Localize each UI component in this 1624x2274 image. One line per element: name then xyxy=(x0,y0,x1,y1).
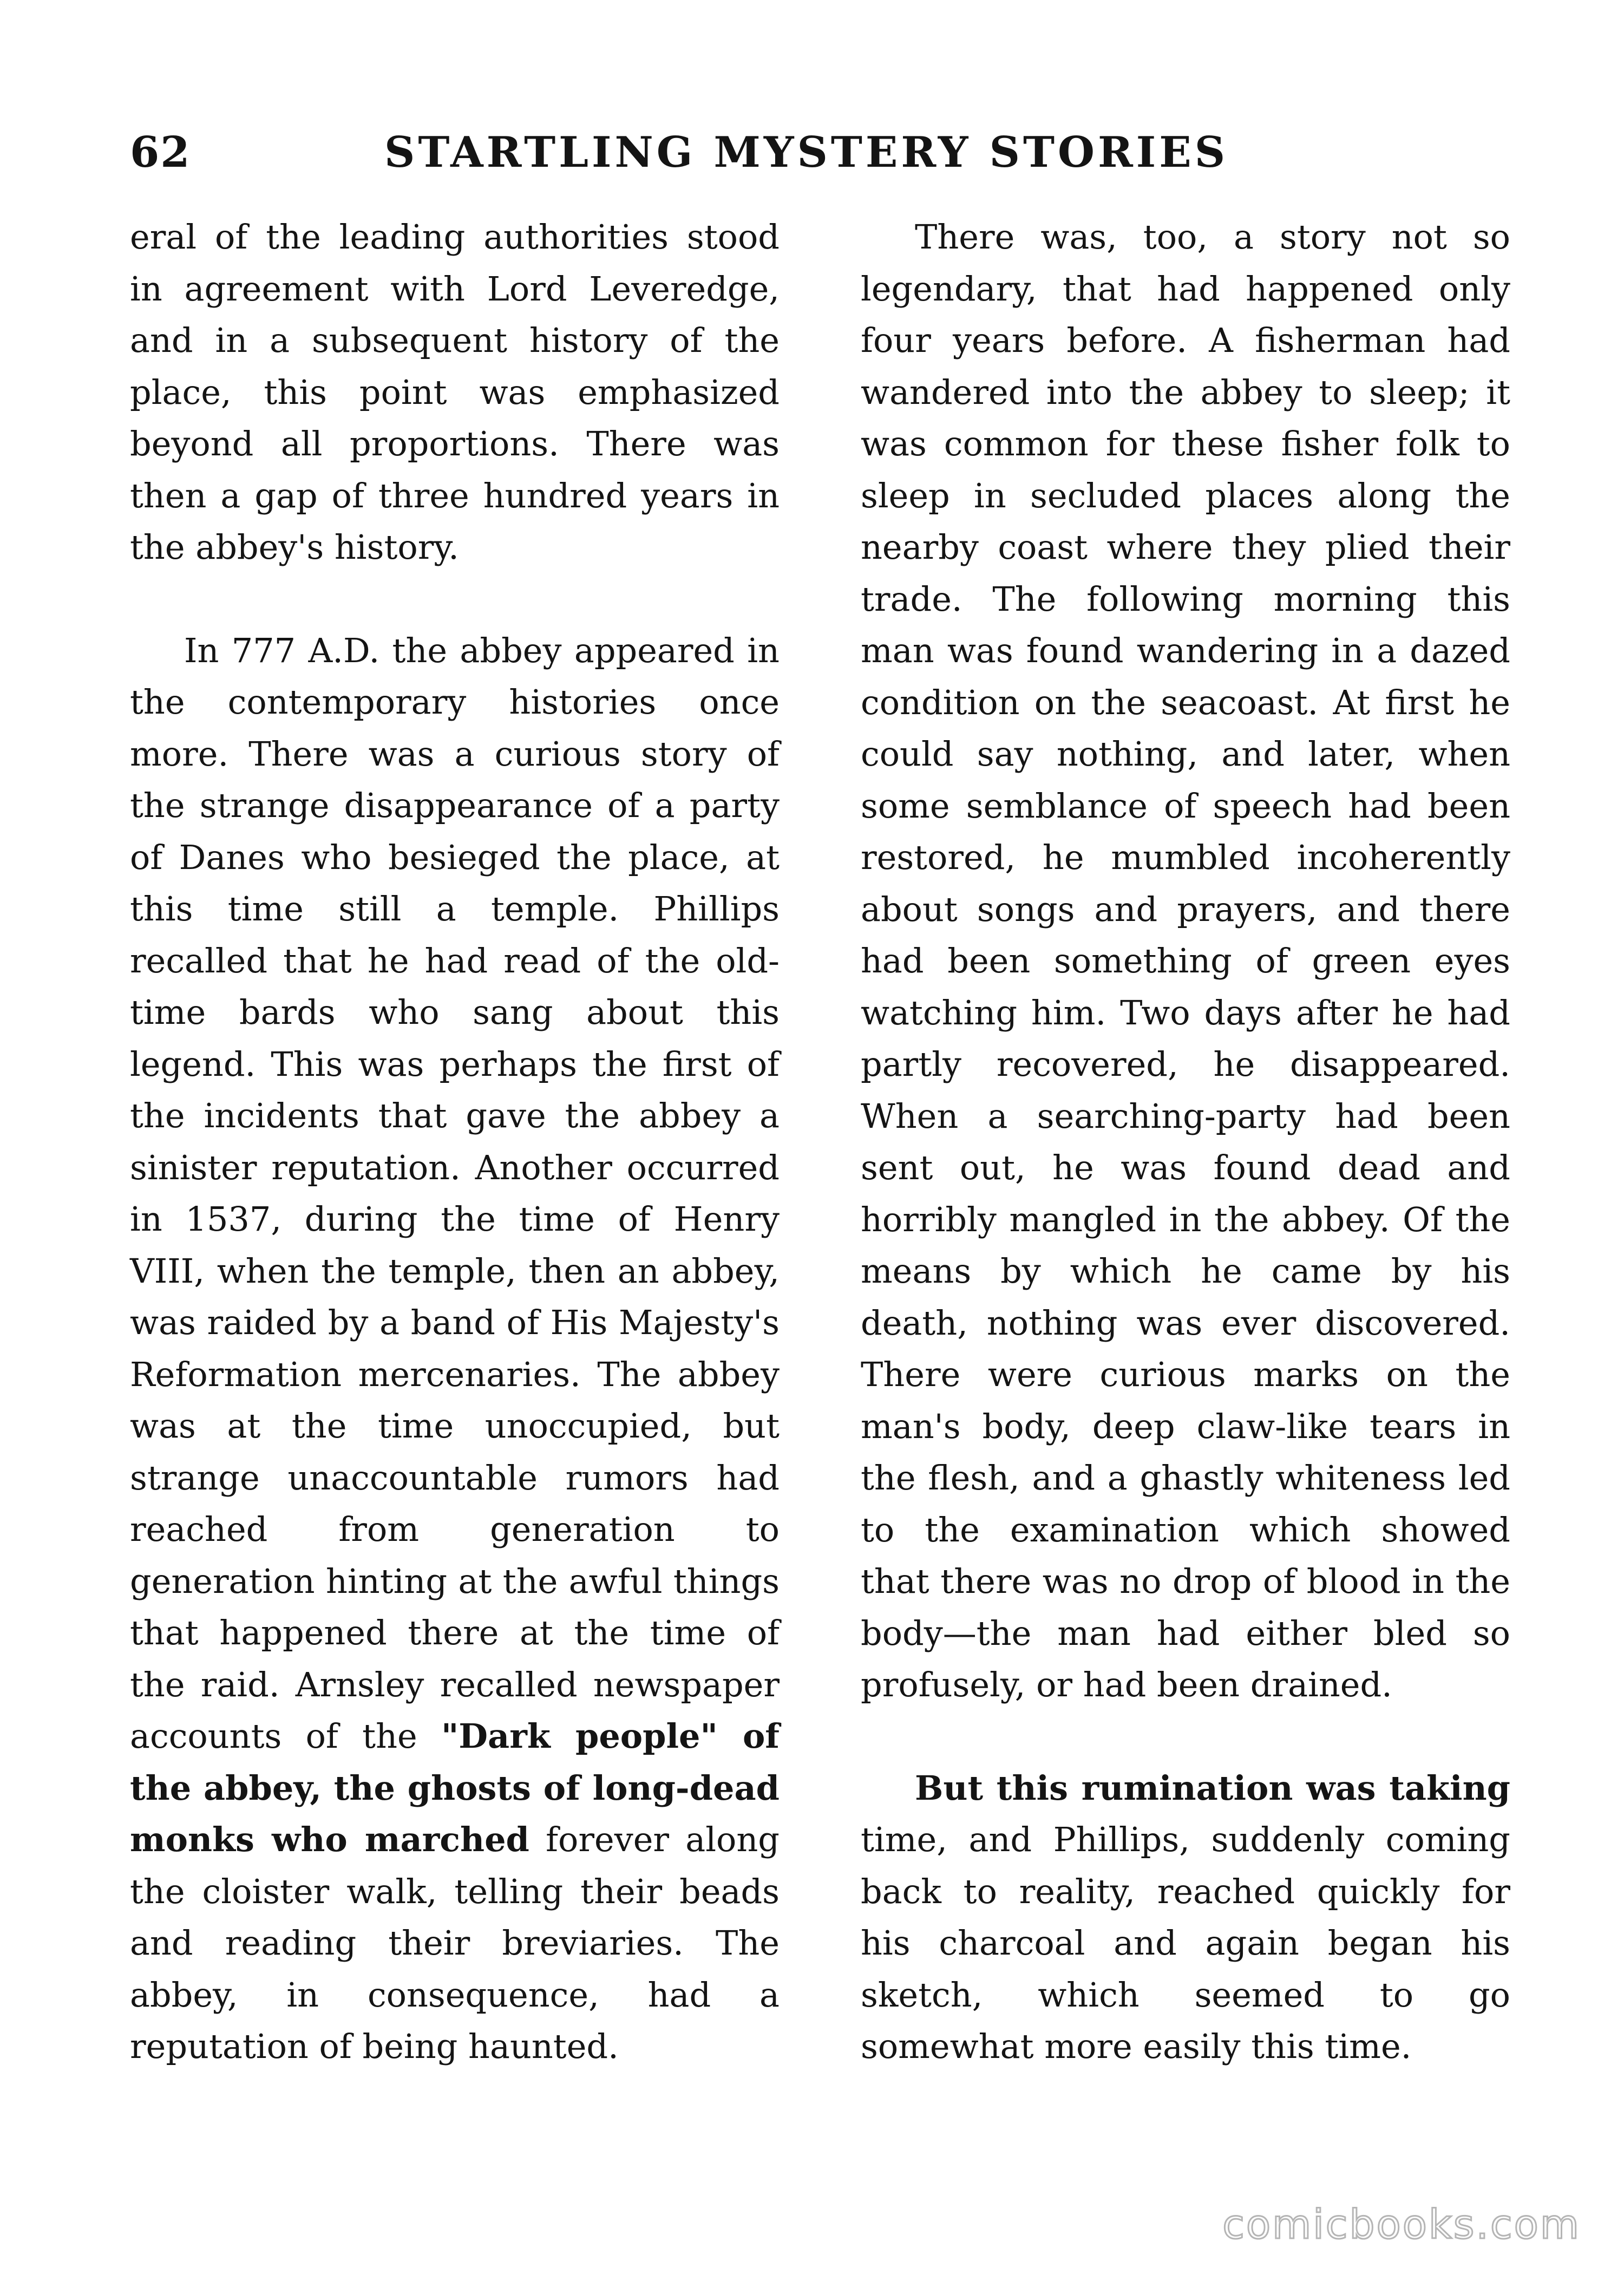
paragraph xyxy=(861,1762,1510,2073)
right-column xyxy=(861,211,1510,2073)
paragraph xyxy=(861,211,1510,1711)
paragraph xyxy=(130,625,780,2073)
paragraph-text: eral of the leading authorities stood in agreement with Lord Leveredge, and in a subsequent history of the place, this point was emphasized beyond all proportions. There was then a gap of three hundred years in the abbey's history. xyxy=(130,217,780,567)
paragraph-text: In 777 A.D. the abbey appeared in the contemporary histories once more. There was a curious story of the strange disappearance of a party of Danes who besieged the place, at this time still a temple. Phillips recalled that he had read of the old-time bards who sang about this legend. This was perhaps the first of the incidents that gave the abbey a sinister reputation. Another occurred in 1537, during the time of Henry VIII, when the temple, then an abbey, was raided by a band of His Majesty's Reformation mercenaries. The abbey was at the time unoccupied, but strange unaccountable rumors had reached from generation to generation hinting at the awful things that happened there at the time of the raid. Arnsley recalled newspaper accounts of the xyxy=(130,630,780,1756)
bold-passage: "Dark people" of the abbey, the ghosts of long-dead monks who marched xyxy=(130,1716,780,1859)
page-header xyxy=(130,126,1494,185)
running-title: STARTLING MYSTERY STORIES xyxy=(384,128,1229,177)
paragraph-lead: But this rumination was taking xyxy=(915,1768,1510,1808)
paragraph-text: There was, too, a story not so legendary, that had happened only four years before. A fisherman had wandered into the abbey to sleep; it was common for these fisher folk to sleep in secluded places along the nearby coast where they plied their trade. The following morning this man was found wandering in a dazed condition on the seacoast. At first he could say nothing, and later, when some semblance of speech had been restored, he mumbled incoherently about songs and prayers, and there had been something of green eyes watching him. Two days after he had partly recovered, he disappeared. When a searching-party had been sent out, he was found dead and horribly mangled in the abbey. Of the means by which he came by his death, nothing was ever discovered. There were curious marks on the man's body, deep claw-like tears in the flesh, and a ghastly whiteness led to the examination which showed that there was no drop of blood in the body—the man had either bled so profusely, or had been drained. xyxy=(861,217,1510,1704)
left-column xyxy=(130,211,780,2073)
watermark: comicbooks.com xyxy=(1222,2201,1581,2248)
paragraph-text: forever along the cloister walk, telling their beads and reading their breviaries. The abbey, in consequence, had a reputation of being haunted. xyxy=(130,1820,780,2066)
paragraph-text: time, and Phillips, suddenly coming back to reality, reached quickly for his charcoal and again began his sketch, which seemed to go somewhat more easily this time. xyxy=(861,1820,1510,2066)
page-number: 62 xyxy=(130,128,191,177)
paragraph xyxy=(130,211,780,573)
